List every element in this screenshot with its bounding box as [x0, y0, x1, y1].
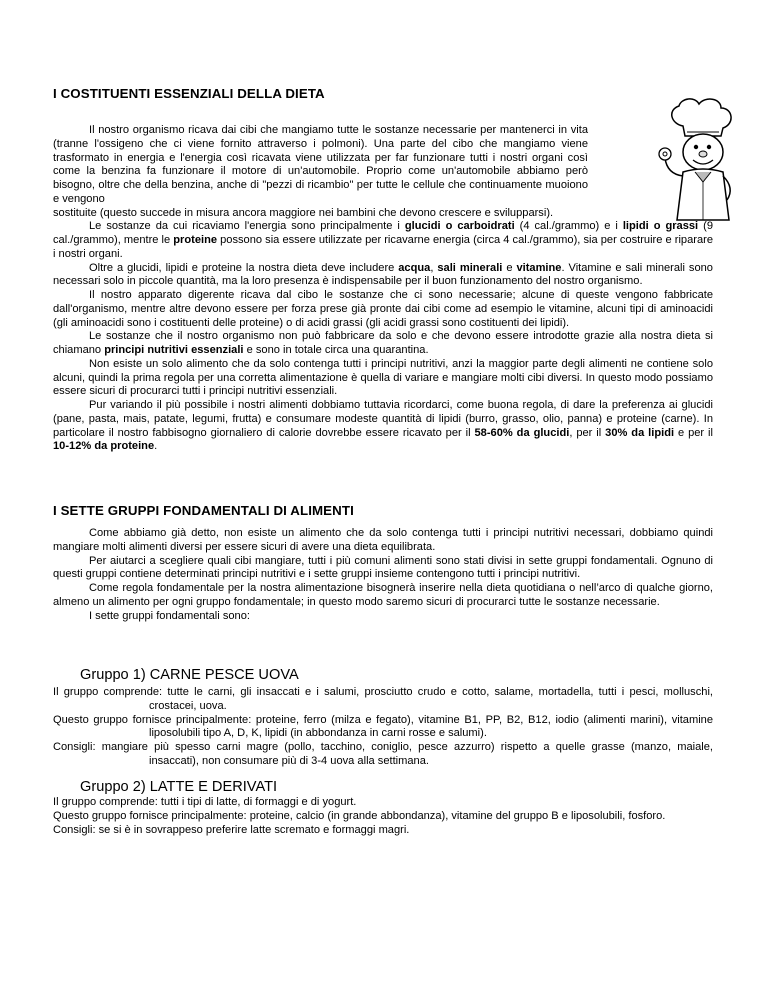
group-body: [53, 686, 713, 769]
group-consigli: Consigli: se si è in sovrappeso preferire latte scremato e formaggi magri.: [53, 823, 410, 836]
paragraph: Pur variando il più possibile i nostri alimenti dobbiamo tuttavia ricordarci, come buona regola, di dare la preferenza ai glucidi (pane, pasta, mais, patate, legumi, frutta) e consumare modeste quantità di lipidi (burro, grasso, olio, panna) e proteine (carne). In particolare il nostro fabbisogno giornaliero di calorie dovrebbe essere ricavato per il 58-60% da glucidi, per il 30% da lipidi e per il 10-12% da proteine.: [53, 399, 713, 453]
paragraph: I sette gruppi fondamentali sono:: [89, 609, 250, 622]
paragraph: Il nostro apparato digerente ricava dal cibo le sostanze che ci sono necessarie; alcune di queste vengono fabbricate dall'organismo, mentre altre devono essere per forza prese già pronte dai cibi come ad esempio le vitamine, alcuni tipi di aminoacidi (gli aminoacidi sono i costituenti delle proteine) o di acidi grassi (gli acidi grassi sono costituenti dei lipidi).: [53, 289, 713, 329]
paragraph: Come abbiamo già detto, non esiste un alimento che da solo contenga tutti i principi nutritivi necessari, dobbiamo quindi mangiare molti alimenti diversi per essere sicuri di avere una dieta equilibrata.: [53, 527, 713, 553]
group-consigli: Consigli: mangiare più spesso carni magre (pollo, tacchino, coniglio, pesce azzurro) rispetto a quelle grasse (manzo, maiale, insaccati), non consumare più di 3-4 uova alla settimana.: [53, 741, 713, 767]
paragraph: Per aiutarci a scegliere quali cibi mangiare, tutti i più comuni alimenti sono stati divisi in sette gruppi fondamentali. Ognuno di questi gruppi contiene determinati principi nutritivi e i sette gruppi insieme contengono tutti i principi nutritivi.: [53, 554, 713, 581]
paragraph: Le sostanze da cui ricaviamo l'energia sono principalmente i glucidi o carboidrati (4 cal./grammo) e i lipidi o grassi (9 cal./grammo), mentre le proteine possono sia essere utilizzate per ricavarne energia (circa 4 cal./grammo), sia per costruire e riparare i nostri organi.: [53, 220, 713, 260]
paragraph: Oltre a glucidi, lipidi e proteine la nostra dieta deve includere acqua, sali minerali e vitamine. Vitamine e sali minerali sono necessari solo in piccole quantità, ma la loro presenza è indispensabile per il buon funzionamento del nostro organismo.: [53, 261, 713, 288]
section-title-gruppi: I SETTE GRUPPI FONDAMENTALI DI ALIMENTI: [53, 503, 354, 518]
section-title-costituenti: I COSTITUENTI ESSENZIALI DELLA DIETA: [53, 86, 325, 101]
group-fornisce: Questo gruppo fornisce principalmente: proteine, calcio (in grande abbondanza), vitamine del gruppo B e liposolubili, fosforo.: [53, 809, 666, 822]
paragraph: sostituite (questo succede in misura ancora maggiore nei bambini che devono crescere e svilupparsi).: [53, 206, 554, 219]
group-comprende: Il gruppo comprende: tutte le carni, gli insaccati e i salumi, prosciutto crudo e cotto, salame, mortadella, tutti i pesci, molluschi, crostacei, uova.: [53, 686, 713, 712]
paragraph: Non esiste un solo alimento che da solo contenga tutti i principi nutritivi, anzi la maggior parte degli alimenti ne contiene solo alcuni, quindi la prima regola per una corretta alimentazione è quella di variare e mangiare molti cibi diversi. In questo modo possiamo essere sicuri di procurarci tutti i principi nutritivi essenziali.: [53, 357, 713, 398]
group-fornisce: Questo gruppo fornisce principalmente: proteine, ferro (milza e fegato), vitamine B1, PP, B2, B12, iodio (alimenti marini), vitamine liposolubili tipo A, D, K, lipidi (in abbondanza in carni rosse e salumi).: [53, 713, 713, 740]
group-title: Gruppo 1) CARNE PESCE UOVA: [80, 667, 299, 683]
group-body: [53, 796, 713, 837]
section1-body: [53, 124, 713, 454]
paragraph: Come regola fondamentale per la nostra alimentazione bisognerà inserire nella dieta quotidiana o nell’arco di qualche giorno, almeno un alimento per ogni gruppo fondamentale; in questo modo saremo sicuri di procurarci tutte le sostanze necessarie.: [53, 582, 713, 608]
group-title: Gruppo 2) LATTE E DERIVATI: [80, 779, 278, 795]
section2-body: [53, 527, 713, 623]
paragraph: Le sostanze che il nostro organismo non può fabbricare da solo e che devono essere introdotte grazie alla nostra dieta si chiamano principi nutritivi essenziali e sono in totale circa una quarantina.: [53, 330, 713, 356]
group-comprende: Il gruppo comprende: tutti i tipi di latte, di formaggi e di yogurt.: [53, 796, 357, 808]
paragraph: Il nostro organismo ricava dai cibi che mangiamo tutte le sostanze necessarie per mantenerci in vita (tranne l'ossigeno che ci viene fornito attraverso i polmoni). Una parte del cibo che mangiamo viene trasformato in energia e l'energia così ricavata viene utilizzata per far funzionare tutti i nostri organi così come la benzina fa funzionare il motore di un'automobile. Proprio come un'automobile abbiamo però bisogno, oltre che della benzina, anche di "pezzi di ricambio" per tutte le cellule che continuamente muoiono e vengono: [53, 124, 588, 205]
